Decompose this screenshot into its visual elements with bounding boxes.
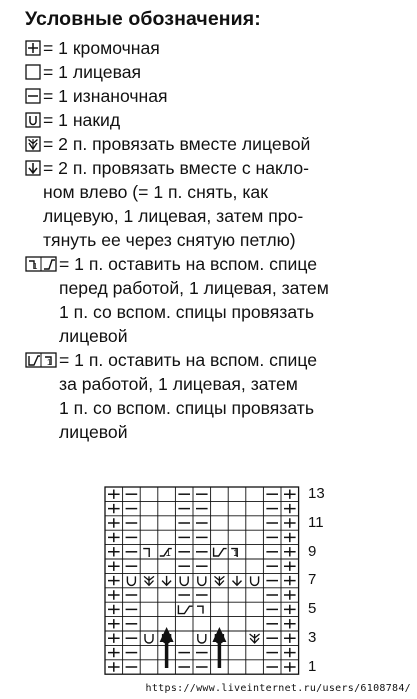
legend-item-text: = 2 п. провязать вместе лицевой <box>43 134 311 154</box>
legend-item-text: = 1 изнаночная <box>43 86 168 106</box>
svg-text:1: 1 <box>165 548 171 558</box>
row-number: 5 <box>308 600 317 618</box>
up-arrow-icon <box>212 627 226 668</box>
row-number: 7 <box>308 571 317 589</box>
source-url: https://www.liveinternet.ru/users/6108784/ <box>145 683 411 694</box>
legend-item-text: = 1 п. оставить на вспом. спице за работой, 1 лицевая, затем 1 п. со вспом. спицы провязать лицевой <box>59 350 317 442</box>
svg-text:1: 1 <box>47 358 52 367</box>
legend-item-text: = 2 п. провязать вместе с накло- ном влево (= 1 п. снять, как лицевую, 1 лицевая, затем про- тянуть ее через снятую петлю) <box>43 158 310 250</box>
svg-text:1: 1 <box>33 262 38 271</box>
svg-text:1: 1 <box>233 548 239 558</box>
legend-item-text: = 1 накид <box>43 110 121 130</box>
up-arrow-icon <box>160 627 174 668</box>
row-number: 13 <box>308 485 325 502</box>
row-number: 3 <box>308 629 317 646</box>
legend-item-text: = 1 лицевая <box>43 62 142 82</box>
row-number: 1 <box>308 657 317 675</box>
row-number: 11 <box>308 513 324 531</box>
legend-title: Условные обозначения: <box>25 8 261 30</box>
legend-item-text: = 1 п. оставить на вспом. спице перед работой, 1 лицевая, затем 1 п. со вспом. спицы провязать лицевой <box>59 254 329 346</box>
row-number: 9 <box>308 542 317 560</box>
legend-item-text: = 1 кромочная <box>43 38 160 58</box>
